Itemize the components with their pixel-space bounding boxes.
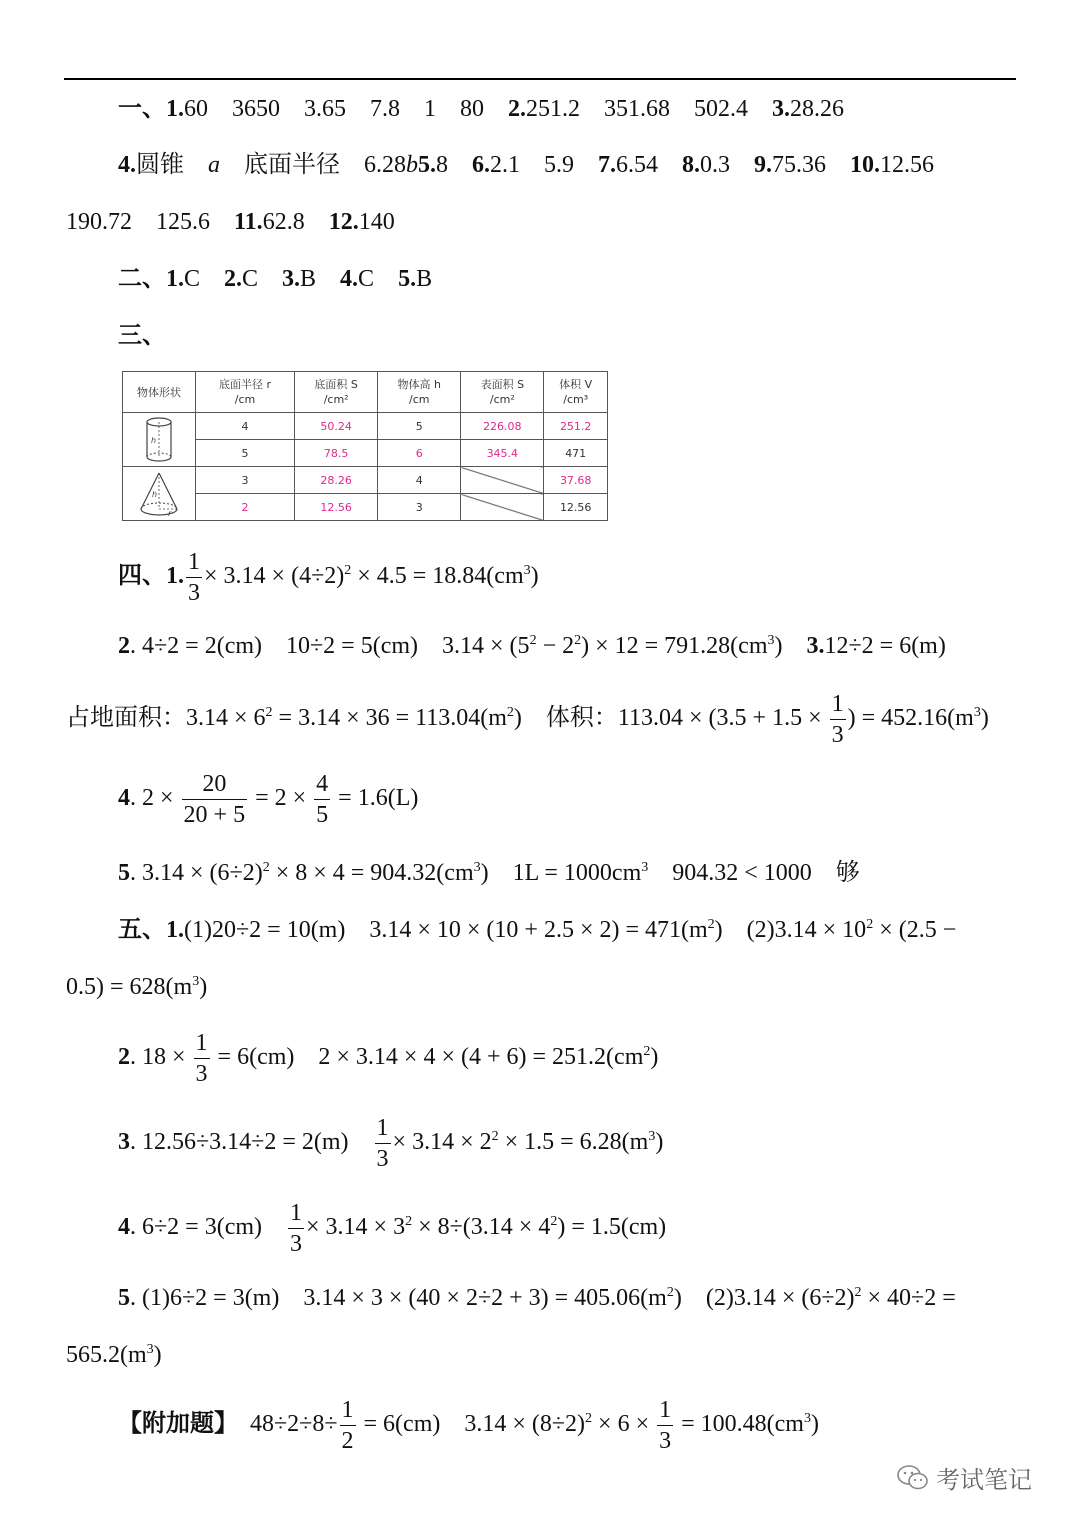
- cell-volume: 37.68: [544, 467, 608, 494]
- watermark: [896, 1460, 1032, 1495]
- cell-base-area: 28.26: [295, 467, 378, 494]
- table-row: [123, 413, 608, 440]
- s5-line-6: 5. (1)6÷2 = 3(m) $3.14 \times 3 \times (40 \times 2\div 2 + 3) = 405.06(m^2)$ $(2)3.14 \times (6\div 2)^2 \times 40\div 2$ =: [118, 1285, 956, 1311]
- top-rule: [64, 78, 1016, 80]
- s4-line-1: 四、1. $\frac{1}{3}$ × $3.14 \times (4\div 2)^2 \times 4.5 = 18.84(cm^3)$: [118, 549, 539, 606]
- cone-figure: [123, 467, 196, 521]
- s4-line-5: 5. $3.14 \times (6\div 2)^2 \times 8 \times 4 = 904.32(cm^3)$ $1L = 1000cm^3$ 904.32 < 1000 够: [118, 860, 860, 886]
- header-surface-area: 表面积 S /cm²: [461, 372, 544, 413]
- s4-line-2: 2. 4÷2 = 2(cm) 10÷2 = 5(cm) $3.14 \times (5^2 - 2^2) \times 12 = 791.28(cm^3)$ 3.12÷2 = 6(m): [118, 633, 946, 659]
- cell-volume: 471: [544, 440, 608, 467]
- fraction: $\frac{1}{3}$: [659, 1397, 672, 1454]
- s1-line-2: 4.圆锥 a 底面半径 6.28b5.8 6.2.1 5.9 7.6.54 8.0.3 9.75.36 10.12.56: [118, 152, 934, 178]
- cell-height: 5: [378, 413, 461, 440]
- fraction: $\frac{1}{3}$: [188, 549, 200, 606]
- header-height: 物体高 h /cm: [378, 372, 461, 413]
- cell-base-area: 50.24: [295, 413, 378, 440]
- s2-line: 二、1.C 2.C 3.B 4.C 5.B: [118, 266, 433, 292]
- fraction: $\frac{1}{3}$: [195, 1030, 208, 1087]
- s4-line-4: 4. 2 × $\frac{20}{20 + 5}$ = 2 × $\frac{4}{5}$ = 1.6(L): [118, 771, 419, 828]
- cylinder-icon: [137, 415, 181, 465]
- svg-text:h: h: [152, 489, 158, 499]
- cell-volume: 251.2: [544, 413, 608, 440]
- header-volume: 体积 V /cm³: [544, 372, 608, 413]
- cell-base-area: 12.56: [295, 494, 378, 521]
- cell-base-area: 78.5: [295, 440, 378, 467]
- fraction: $\frac{1}{3}$: [290, 1200, 303, 1257]
- watermark-text: 考试笔记: [936, 1466, 1032, 1494]
- cone-icon: [134, 469, 184, 519]
- s5-line-1: 五、1.(1)20÷2 = 10(m) $3.14 \times 10 \times (10 + 2.5 \times 2) = 471(m^2)$ $(2)3.14 \times 10^2 \times (2.5$ −: [118, 917, 957, 943]
- header-base-area: 底面积 S /cm²: [295, 372, 378, 413]
- cell-radius: 3: [196, 467, 295, 494]
- s1-line-3: 190.72 125.6 11.62.8 12.140: [66, 209, 395, 235]
- cell-surface-area-na: [461, 467, 544, 494]
- fraction: $\frac{1}{3}$: [831, 691, 844, 748]
- s4-line-3: 占地面积：$3.14 \times 6^2 = 3.14 \times 36 = 113.04(m^2)$ 体积：113.04 × (3.5 + 1.5 × $\frac{1}{3}$ ) = $452.16(m^3)$: [66, 691, 989, 748]
- fraction: $\frac{1}{2}$: [341, 1397, 354, 1454]
- s5-line-2: $0.5) = 628(m^3)$: [66, 974, 208, 1000]
- header-radius: 底面半径 r /cm: [196, 372, 295, 413]
- s5-line-5: 4. 6÷2 = 3(cm) $\frac{1}{3}$ × $3.14 \times 3^2 \times 8\div(3.14 \times 4^2) = 1.5(cm)$: [118, 1200, 667, 1257]
- cylinder-figure: [123, 413, 196, 467]
- cell-volume: 12.56: [544, 494, 608, 521]
- table-header-row: [123, 372, 608, 413]
- svg-text:r: r: [168, 508, 172, 518]
- cell-height: 3: [378, 494, 461, 521]
- cell-surface-area-na: [461, 494, 544, 521]
- table-row: [123, 440, 608, 467]
- wechat-icon: [896, 1463, 930, 1493]
- fraction: $\frac{4}{5}$: [316, 771, 329, 828]
- cell-radius: 4: [196, 413, 295, 440]
- cell-radius: 2: [196, 494, 295, 521]
- s1-line-1: 一、1.60 3650 3.65 7.8 1 80 2.251.2 351.68 502.4 3.28.26: [118, 96, 844, 122]
- s3-heading: 三、: [118, 323, 166, 349]
- s5-line-4: 3. 12.56÷3.14÷2 = 2(m) $\frac{1}{3}$ × $3.14 \times 2^2 \times 1.5 = 6.28(m^3)$: [118, 1115, 664, 1172]
- cell-surface-area: 226.08: [461, 413, 544, 440]
- fraction: $\frac{1}{3}$: [376, 1115, 389, 1172]
- svg-text:h: h: [151, 435, 157, 445]
- cell-surface-area: 345.4: [461, 440, 544, 467]
- shape-table: [122, 371, 608, 521]
- s5-line-7: $565.2(m^3)$: [66, 1342, 162, 1368]
- table-row: [123, 467, 608, 494]
- bonus-line: 【附加题】 48÷2÷8÷ $\frac{1}{2}$ = 6(cm) $3.14 \times (8\div 2)^2 \times 6$ × $\frac{1}{3}$ = $100.48(cm^3)$: [118, 1397, 819, 1454]
- s5-line-3: 2. 18 × $\frac{1}{3}$ = 6(cm) $2 \times 3.14 \times 4 \times (4 + 6) = 251.2(cm^2)$: [118, 1030, 659, 1087]
- cell-height: 4: [378, 467, 461, 494]
- cell-height: 6: [378, 440, 461, 467]
- fraction: $\frac{20}{20 + 5}$: [183, 771, 246, 828]
- table-row: [123, 494, 608, 521]
- header-shape: 物体形状: [123, 372, 196, 413]
- cell-radius: 5: [196, 440, 295, 467]
